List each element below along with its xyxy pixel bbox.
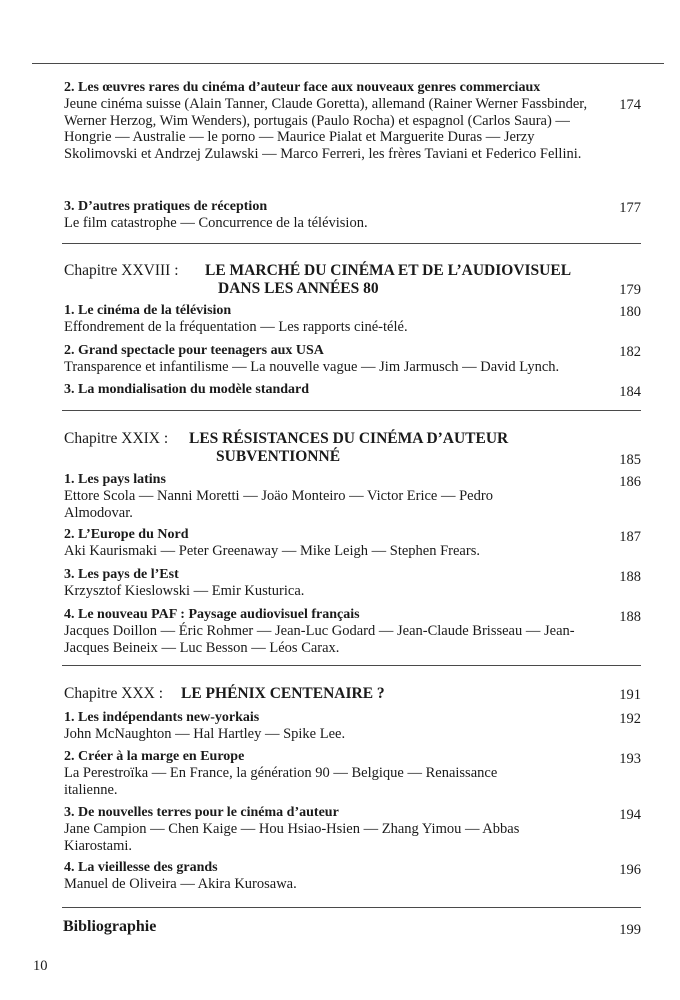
toc-entry-heading: 2. Les œuvres rares du cinéma d’auteur face aux nouveaux genres commerciaux: [64, 80, 541, 95]
toc-entry: [64, 303, 641, 336]
toc-entry-page: 177: [619, 200, 641, 216]
section-rule: [62, 907, 641, 908]
toc-entry: [64, 607, 641, 656]
chapter-title-line1: LE PHÉNIX CENTENAIRE ?: [181, 685, 385, 702]
toc-entry: [64, 749, 641, 798]
toc-entry-description: Le film catastrophe — Concurrence de la télévision.: [64, 215, 368, 231]
toc-entry-description: Effondrement de la fréquentation — Les rapports ciné-télé.: [64, 319, 408, 335]
toc-entry: [64, 343, 641, 376]
toc-entry-page: 193: [619, 751, 641, 767]
toc-entry-heading: 1. Les indépendants new-yorkais: [64, 710, 260, 725]
toc-entry: [64, 860, 641, 893]
toc-entry-heading: 4. Le nouveau PAF : Paysage audiovisuel français: [64, 607, 360, 622]
toc-entry-description: John McNaughton — Hal Hartley — Spike Lee.: [64, 726, 346, 742]
toc-entry-page: 188: [619, 569, 641, 585]
toc-entry-page: 194: [619, 807, 641, 823]
toc-entry: [64, 567, 641, 600]
toc-entry-heading: 3. D’autres pratiques de réception: [64, 199, 268, 214]
toc-entry: [64, 805, 641, 854]
toc-entry: [64, 527, 641, 560]
toc-entry: [64, 472, 641, 521]
section-rule: [62, 243, 641, 244]
section-rule: [62, 665, 641, 666]
toc-entry-page: 192: [619, 711, 641, 727]
toc-entry-page: 196: [619, 862, 641, 878]
chapter-title-line1: LES RÉSISTANCES DU CINÉMA D’AUTEUR: [189, 430, 509, 447]
chapter-title-line2: SUBVENTIONNÉ: [216, 448, 341, 465]
toc-entry-description: Jane Campion — Chen Kaige — Hou Hsiao-Hsien — Zhang Yimou — Abbas Kiarostami.: [64, 821, 520, 854]
chapter-page: 179: [619, 282, 641, 298]
bibliography-page: 199: [619, 922, 641, 938]
toc-entry-description: Manuel de Oliveira — Akira Kurosawa.: [64, 876, 297, 892]
section-rule: [62, 410, 641, 411]
toc-entry-heading: 2. Créer à la marge en Europe: [64, 749, 245, 764]
toc-entry-description: La Perestroïka — En France, la génération 90 — Belgique — Renaissance italienne.: [64, 765, 498, 798]
chapter-page: 185: [619, 452, 641, 468]
toc-entry-page: 187: [619, 529, 641, 545]
toc-entry-page: 186: [619, 474, 641, 490]
toc-entry-heading: 3. De nouvelles terres pour le cinéma d’auteur: [64, 805, 339, 820]
toc-entry-description: Aki Kaurismaki — Peter Greenaway — Mike Leigh — Stephen Frears.: [64, 543, 480, 559]
toc-entry: [64, 710, 641, 743]
toc-entry-description: Transparence et infantilisme — La nouvelle vague — Jim Jarmusch — David Lynch.: [64, 359, 560, 375]
toc-entry-heading: 2. Grand spectacle pour teenagers aux USA: [64, 343, 324, 358]
toc-entry-page: 180: [619, 304, 641, 320]
toc-entry-heading: 1. Le cinéma de la télévision: [64, 303, 232, 318]
toc-entry-page: 174: [619, 97, 641, 113]
toc-entry-heading: 3. Les pays de l’Est: [64, 567, 179, 582]
chapter-label: Chapitre XXVIII :: [64, 262, 179, 279]
toc-entry: [64, 382, 641, 398]
toc-entry-heading: 4. La vieillesse des grands: [64, 860, 218, 875]
toc-entry-heading: 3. La mondialisation du modèle standard: [64, 382, 310, 397]
chapter-title-line2: DANS LES ANNÉES 80: [218, 280, 379, 297]
page-number: 10: [33, 958, 48, 974]
top-rule: [32, 63, 664, 64]
toc-entry-heading: 1. Les pays latins: [64, 472, 166, 487]
toc-entry-description: Krzysztof Kieslowski — Emir Kusturica.: [64, 583, 305, 599]
toc-entry-heading: 2. L’Europe du Nord: [64, 527, 189, 542]
toc-entry: [64, 199, 641, 232]
toc-entry-description: Ettore Scola — Nanni Moretti — Joäo Monteiro — Victor Erice — Pedro Almodovar.: [64, 488, 493, 521]
toc-entry-description: Jacques Doillon — Éric Rohmer — Jean-Luc Godard — Jean-Claude Brisseau — Jean-Jacques Beineix — Luc Besson — Léos Carax.: [64, 623, 575, 656]
toc-entry-page: 184: [619, 384, 641, 400]
bibliography-heading: Bibliographie: [63, 918, 157, 935]
toc-entry: [64, 80, 641, 162]
toc-entry-page: 182: [619, 344, 641, 360]
toc-entry-page: 188: [619, 609, 641, 625]
chapter-label: Chapitre XXIX :: [64, 430, 169, 447]
chapter-title-line1: LE MARCHÉ DU CINÉMA ET DE L’AUDIOVISUEL: [205, 262, 572, 279]
chapter-page: 191: [619, 687, 641, 703]
chapter-label: Chapitre XXX :: [64, 685, 164, 702]
toc-entry-description: Jeune cinéma suisse (Alain Tanner, Claude Goretta), allemand (Rainer Werner Fassbinder, Werner Herzog, Wim Wenders), portugais (Paulo Rocha) et espagnol (Carlos Saura) — Hongrie — Australie — le porno — Maurice Pialat et Marguerite Duras — Jerzy Skolimovski et Andrzej Zulawski — Marco Ferreri, les frères Taviani et Federico Fellini.: [64, 96, 588, 162]
